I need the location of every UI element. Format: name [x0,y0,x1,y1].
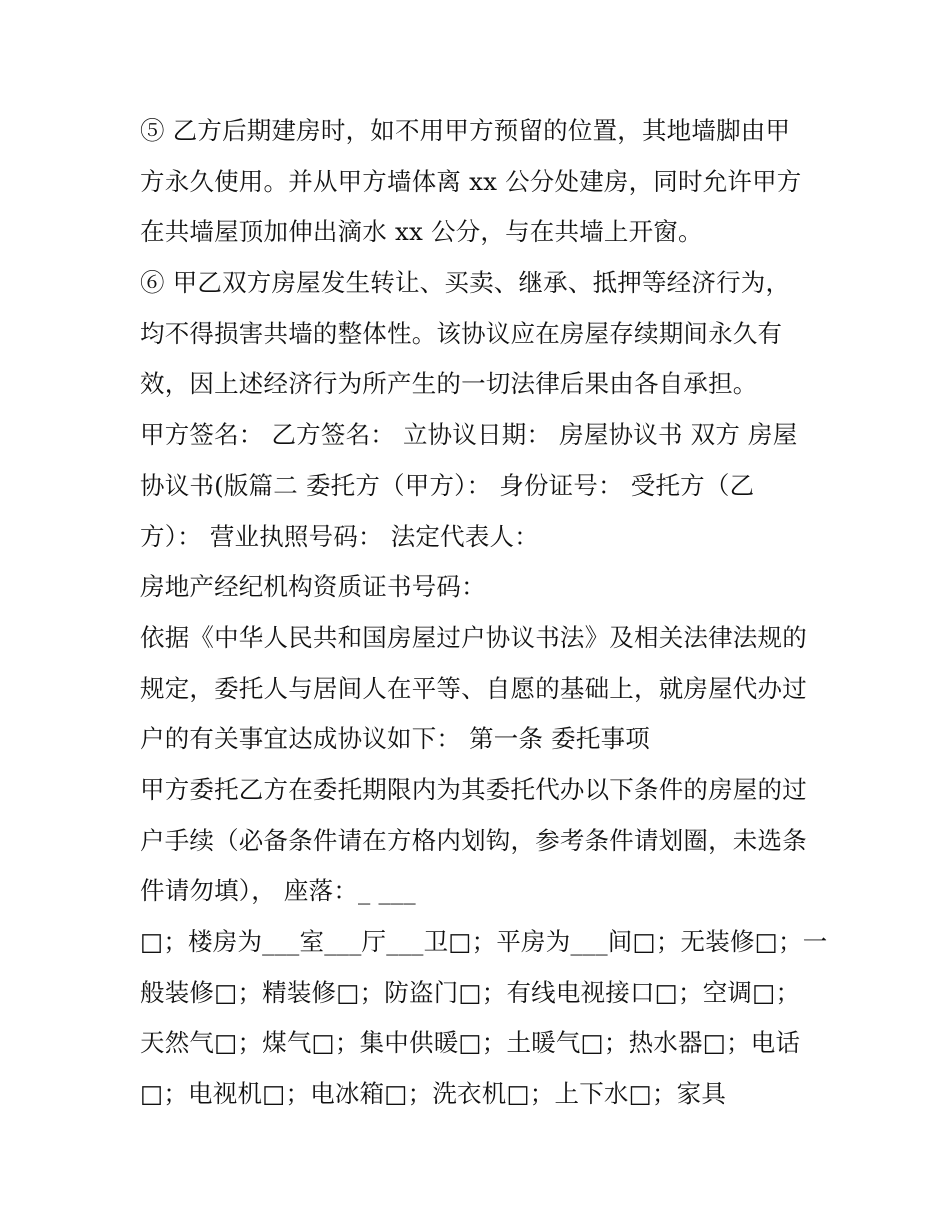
text-line: 依据《中华人民共和国房屋过户协议书法》及相关法律法规的 [140,622,807,652]
text-line: ⑥ 甲乙双方房屋发生转让、买卖、继承、抵押等经济行为， [140,268,791,298]
text-line: 均不得损害共墙的整体性。该协议应在房屋存续期间永久有 [140,318,783,348]
text-line: 效，因上述经济行为所产生的一切法律后果由各自承担。 [140,369,758,399]
text-line: 户的有关事宜达成协议如下： 第一条 委托事项 [140,724,650,754]
document-body [140,106,828,1120]
text-line: 般装修□；精装修□；防盗门□；有线电视接口□；空调□； [140,977,801,1007]
text-line: 甲方签名： 乙方签名： 立协议日期： 房屋协议书 双方 房屋 [140,420,798,450]
text-line: 天然气□；煤气□；集中供暖□；土暖气□；热水器□；电话 [140,1028,801,1058]
text-line: 在共墙屋顶加伸出滴水 xx 公分，与在共墙上开窗。 [140,217,703,247]
text-line: 协议书(版篇二 委托方（甲方）： 身份证号： 受托方（乙 [140,470,755,500]
text-line: 甲方委托乙方在委托期限内为其委托代办以下条件的房屋的过 [140,774,807,804]
text-line: 规定，委托人与居间人在平等、自愿的基础上，就房屋代办过 [140,673,807,703]
text-line: 户手续（必备条件请在方格内划钩，参考条件请划圈，未选条 [140,825,807,855]
text-line: 件请勿填）， 座落：_ ___ [140,876,416,906]
text-line: □；楼房为___室___厅___卫□；平房为___间□；无装修□；一 [140,927,828,956]
text-line: ⑤ 乙方后期建房时，如不用甲方预留的位置，其地墙脚由甲 [140,116,791,145]
text-line: 房地产经纪机构资质证书号码： [140,572,486,602]
text-line: □；电视机□；电冰箱□；洗衣机□；上下水□；家具 [140,1079,727,1109]
text-line: 方永久使用。并从甲方墙体离 xx 公分处建房，同时允许甲方 [140,166,802,196]
text-line: 方）： 营业执照号码： 法定代表人： [140,521,539,551]
